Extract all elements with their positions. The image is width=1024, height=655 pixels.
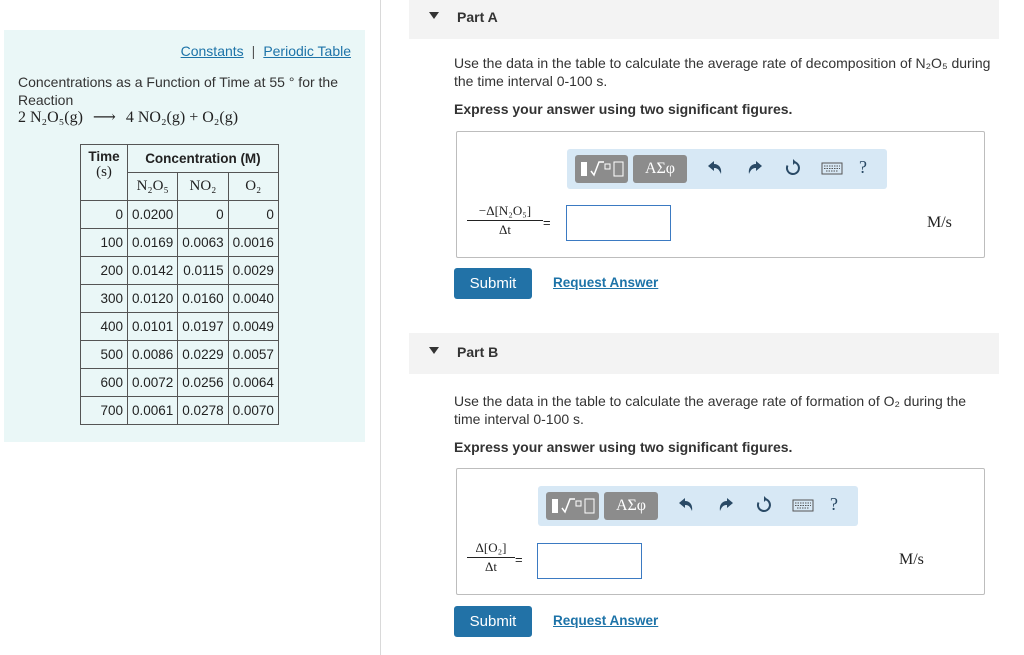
constants-link[interactable]: Constants xyxy=(180,43,244,59)
table-row xyxy=(81,201,279,229)
concentration-cell: 0.0120 xyxy=(128,285,178,313)
info-panel xyxy=(4,30,365,442)
concentration-cell: 0.0229 xyxy=(178,341,228,369)
table-row xyxy=(81,229,279,257)
concentration-header: Concentration (M) xyxy=(128,145,279,173)
time-unit: (s) xyxy=(96,164,112,180)
concentration-cell: 0 xyxy=(228,201,278,229)
species-header: NO₂ xyxy=(178,173,228,201)
greek-symbols-button[interactable]: ΑΣφ xyxy=(604,492,658,520)
periodic-table-link[interactable]: Periodic Table xyxy=(263,43,351,59)
concentration-cell: 0.0197 xyxy=(178,313,228,341)
part-a-title: Part A xyxy=(457,9,498,25)
template-sqrt-icon[interactable] xyxy=(546,492,599,520)
concentration-cell: 0.0101 xyxy=(128,313,178,341)
concentration-cell: 0.0115 xyxy=(178,257,228,285)
concentration-cell: 0.0160 xyxy=(178,285,228,313)
part-b-submit-button[interactable]: Submit xyxy=(454,606,532,637)
time-header-cell xyxy=(81,145,128,201)
concentration-cell: 0.0064 xyxy=(228,369,278,397)
concentration-cell: 0.0086 xyxy=(128,341,178,369)
concentration-cell: 0.0049 xyxy=(228,313,278,341)
part-b-equals: = xyxy=(515,552,523,567)
concentration-cell: 0.0278 xyxy=(178,397,228,425)
part-a-question: Use the data in the table to calculate the average rate of decomposition of N₂O₅ during the time interval 0-100 s. xyxy=(454,55,991,89)
species-header: N₂O₅ xyxy=(128,173,178,201)
part-a-unit: M/s xyxy=(927,214,952,231)
concentration-cell: 0.0142 xyxy=(128,257,178,285)
part-a-denominator: Δt xyxy=(499,222,511,237)
keyboard-icon[interactable] xyxy=(821,160,843,181)
reaction-reactants: 2 N₂O₅(g) xyxy=(18,109,83,126)
part-a-submit-button[interactable]: Submit xyxy=(454,268,532,299)
part-b-numerator: Δ[O₂] xyxy=(475,540,507,555)
species-header: O₂ xyxy=(228,173,278,201)
concentration-cell: 0.0040 xyxy=(228,285,278,313)
table-row xyxy=(81,341,279,369)
time-cell: 600 xyxy=(81,369,128,397)
time-header: Time xyxy=(88,149,120,164)
resource-links xyxy=(181,43,351,59)
table-row xyxy=(81,285,279,313)
part-a-equals: = xyxy=(543,215,551,230)
part-b-question: Use the data in the table to calculate the average rate of formation of O₂ during the time interval 0-100 s. xyxy=(454,393,967,427)
part-a-request-answer-link[interactable]: Request Answer xyxy=(553,275,659,290)
part-b-request-answer-link[interactable]: Request Answer xyxy=(553,613,659,628)
concentration-cell: 0.0200 xyxy=(128,201,178,229)
part-a-instruction: Express your answer using two significant figures. xyxy=(454,101,793,117)
table-row xyxy=(81,257,279,285)
fraction-bar xyxy=(467,220,543,221)
reaction-arrow: ⟶ xyxy=(92,109,116,126)
panel-divider xyxy=(380,0,381,655)
redo-icon[interactable] xyxy=(716,495,736,520)
keyboard-icon[interactable] xyxy=(792,497,814,518)
time-cell: 0 xyxy=(81,201,128,229)
greek-symbols-button[interactable]: ΑΣφ xyxy=(633,155,687,183)
reset-icon[interactable] xyxy=(783,158,803,183)
help-button[interactable]: ? xyxy=(830,494,838,514)
part-a-answer-box xyxy=(456,131,985,258)
collapse-triangle-icon[interactable] xyxy=(429,12,439,19)
part-b-toolbar xyxy=(538,486,858,526)
template-sqrt-icon[interactable] xyxy=(575,155,628,183)
part-b-title: Part B xyxy=(457,344,499,360)
reaction-equation xyxy=(18,107,238,127)
part-b-denominator: Δt xyxy=(485,559,497,574)
time-cell: 100 xyxy=(81,229,128,257)
table-row xyxy=(81,397,279,425)
concentration-cell: 0.0057 xyxy=(228,341,278,369)
part-b-instruction: Express your answer using two significant figures. xyxy=(454,439,793,455)
table-row xyxy=(81,313,279,341)
part-a-numerator: −Δ[N₂O₅] xyxy=(478,203,532,218)
concentration-cell: 0.0063 xyxy=(178,229,228,257)
link-separator: | xyxy=(251,43,256,59)
table-caption: Concentrations as a Function of Time at 55 ° for the Reaction xyxy=(18,74,338,108)
concentration-table xyxy=(80,144,279,425)
concentration-cell: 0.0016 xyxy=(228,229,278,257)
time-cell: 500 xyxy=(81,341,128,369)
concentration-cell: 0.0061 xyxy=(128,397,178,425)
part-b-fraction xyxy=(467,540,515,575)
undo-icon[interactable] xyxy=(705,158,725,183)
concentration-cell: 0.0256 xyxy=(178,369,228,397)
help-button[interactable]: ? xyxy=(859,157,867,177)
concentration-cell: 0.0169 xyxy=(128,229,178,257)
part-b-answer-input[interactable] xyxy=(537,543,642,579)
concentration-cell: 0.0029 xyxy=(228,257,278,285)
table-row xyxy=(81,369,279,397)
table-body xyxy=(81,201,279,425)
part-b-header[interactable] xyxy=(409,333,999,374)
time-cell: 200 xyxy=(81,257,128,285)
part-a-answer-input[interactable] xyxy=(566,205,671,241)
collapse-triangle-icon[interactable] xyxy=(429,347,439,354)
concentration-cell: 0.0070 xyxy=(228,397,278,425)
concentration-cell: 0 xyxy=(178,201,228,229)
reaction-products: 4 NO₂(g) + O₂(g) xyxy=(125,109,239,126)
time-cell: 700 xyxy=(81,397,128,425)
part-a-fraction xyxy=(467,203,543,238)
time-cell: 400 xyxy=(81,313,128,341)
redo-icon[interactable] xyxy=(745,158,765,183)
part-a-header[interactable] xyxy=(409,0,999,39)
concentration-cell: 0.0072 xyxy=(128,369,178,397)
undo-icon[interactable] xyxy=(676,495,696,520)
part-b-unit: M/s xyxy=(899,551,924,568)
part-a-toolbar xyxy=(567,149,887,189)
time-cell: 300 xyxy=(81,285,128,313)
part-b-answer-box xyxy=(456,468,985,595)
fraction-bar xyxy=(467,557,515,558)
reset-icon[interactable] xyxy=(754,495,774,520)
